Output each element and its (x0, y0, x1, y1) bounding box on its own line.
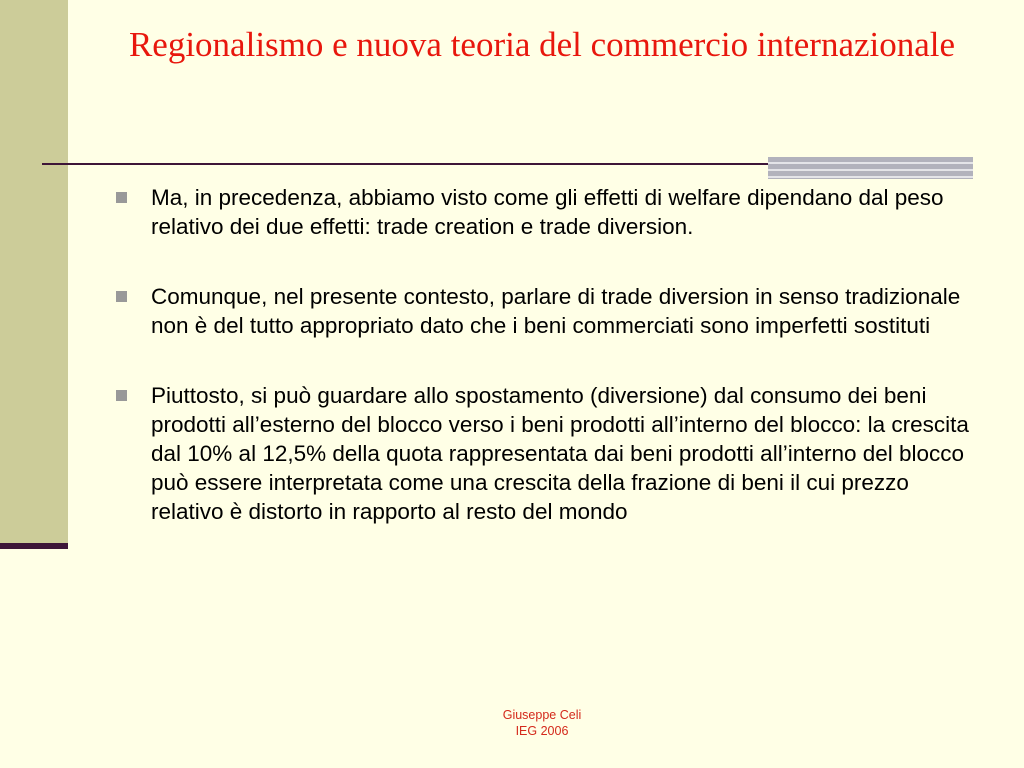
square-bullet-icon (116, 192, 127, 203)
striped-accent-block (768, 157, 973, 179)
bullet-item-3 (114, 381, 984, 526)
square-bullet-icon (116, 390, 127, 401)
bullet-list (114, 183, 984, 567)
slide-title: Regionalismo e nuova teoria del commercio internazionale (128, 25, 956, 64)
bullet-text-1: Ma, in precedenza, abbiamo visto come gli effetti di welfare dipendano dal peso relativo dei due effetti: trade creation e trade diversion. (151, 185, 944, 239)
bullet-text-3: Piuttosto, si può guardare allo spostamento (diversione) dal consumo dei beni prodotti all’esterno del blocco verso i beni prodotti all’interno del blocco: la crescita dal 10% al 12,5% della quota rappresentata dai beni prodotti all’interno del blocco può essere interpretata come una crescita della frazione di beni il cui prezzo relativo è distorto in rapporto al resto del mondo (151, 383, 969, 524)
slide-footer (472, 707, 612, 739)
left-side-band (0, 0, 68, 548)
footer-author: Giuseppe Celi (502, 708, 582, 722)
left-band-accent-bar (0, 543, 68, 549)
footer-course: IEG 2006 (515, 724, 569, 738)
bullet-item-2 (114, 282, 984, 340)
bullet-item-1 (114, 183, 984, 241)
square-bullet-icon (116, 291, 127, 302)
bullet-text-2: Comunque, nel presente contesto, parlare di trade diversion in senso tradizionale non è del tutto appropriato dato che i beni commerciati sono imperfetti sostituti (151, 284, 961, 338)
